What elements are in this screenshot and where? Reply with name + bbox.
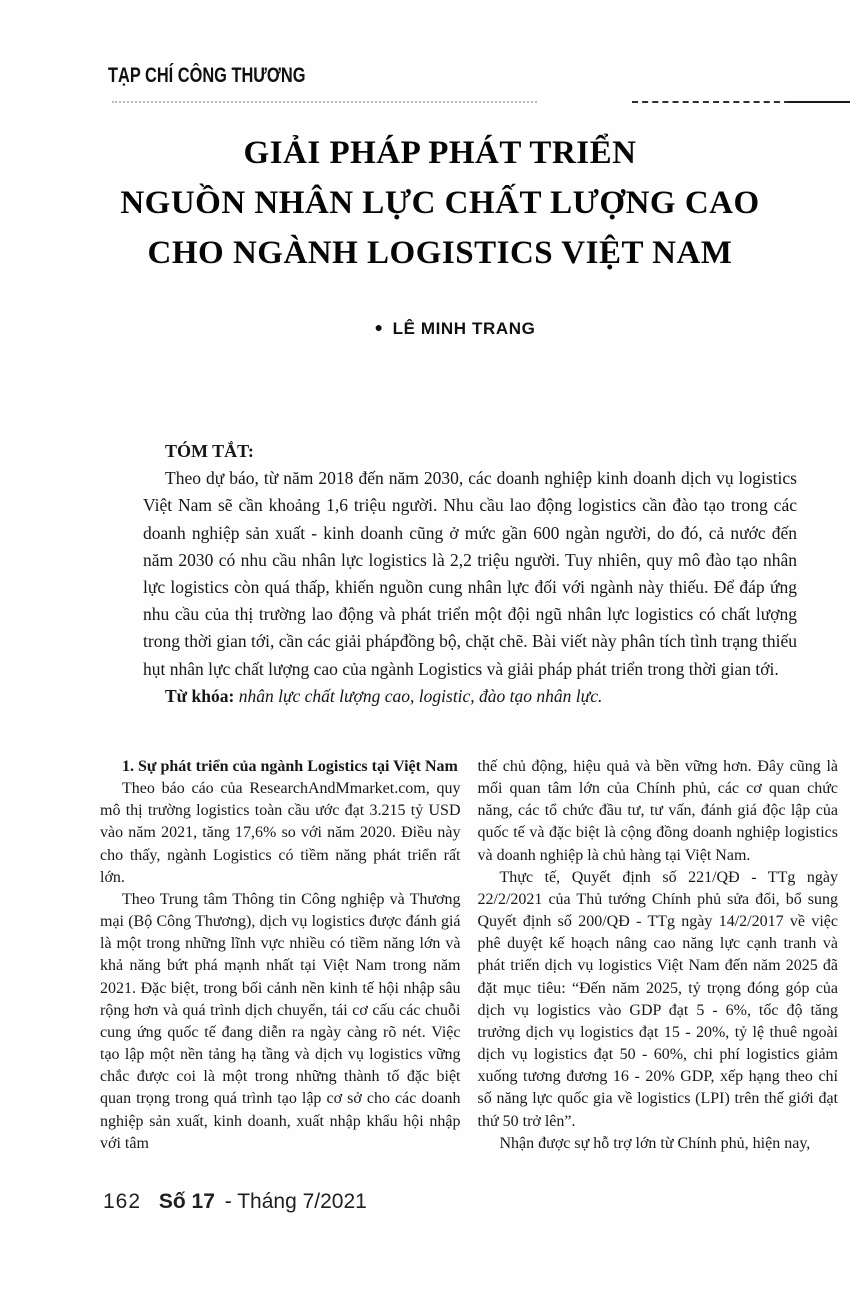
right-column xyxy=(478,756,839,1155)
header-rule-dotted-segment xyxy=(112,101,537,103)
keywords-text: nhân lực chất lượng cao, logistic, đào tạo nhân lực. xyxy=(234,685,603,706)
keywords-label: Từ khóa: xyxy=(165,685,235,706)
abstract-section xyxy=(143,438,797,710)
author-line xyxy=(0,319,861,339)
issue-date: - Tháng 7/2021 xyxy=(224,1190,367,1213)
page-footer xyxy=(103,1190,367,1214)
header-rule xyxy=(0,99,861,103)
page-number: 162 xyxy=(103,1190,142,1213)
abstract-heading: TÓM TẮT: xyxy=(165,441,254,461)
section-heading: 1. Sự phát triển của ngành Logistics tại Việt Nam xyxy=(122,758,458,775)
body-columns xyxy=(100,756,838,1155)
left-column xyxy=(100,756,461,1155)
issue-number: Số 17 xyxy=(158,1190,215,1213)
article-title xyxy=(70,128,810,278)
keywords-line xyxy=(143,683,797,710)
article-title-line-1: GIẢI PHÁP PHÁT TRIỂN xyxy=(243,135,637,171)
abstract-text: Theo dự báo, từ năm 2018 đến năm 2030, các doanh nghiệp kinh doanh dịch vụ logistics Việt Nam sẽ cần khoảng 1,6 triệu người. Nhu cầu lao động logistics cần đào tạo trong các doanh nghiệp sản xuất - kinh doanh cũng ở mức gần 600 ngàn người, do đó, cả nước đến năm 2030 có nhu cầu nhân lực logistics là 2,2 triệu người. Tuy nhiên, quy mô đào tạo nhân lực logistics còn quá thấp, khiến nguồn cung nhân lực đối với ngành này thiếu. Để đáp ứng nhu cầu của thị trường lao động và phát triển một đội ngũ nhân lực logistics có chất lượng trong thời gian tới, cần các giải phápđồng bộ, chặt chẽ. Bài viết này phân tích tình trạng thiếu hụt nhân lực chất lượng cao của ngành Logistics và giải pháp phát triển trong thời gian tới. xyxy=(143,468,797,679)
right-column-paragraph-2: Thực tế, Quyết định số 221/QĐ - TTg ngày 22/2/2021 của Thủ tướng Chính phủ sửa đổi, bổ sung Quyết định số 200/QĐ - TTg ngày 14/2/2017 về việc phê duyệt kế hoạch nâng cao năng lực cạnh tranh và phát triển dịch vụ logistics Việt Nam đến năm 2025 đã đặt mục tiêu: “Đến năm 2025, tỷ trọng đóng góp của dịch vụ logistics vào GDP đạt 5 - 6%, tốc độ tăng trưởng dịch vụ logistics đạt 15 - 20%, tỷ lệ thuê ngoài dịch vụ logistics đạt 50 - 60%, chi phí logistics giảm xuống tương đương 16 - 20% GDP, xếp hạng theo chỉ số năng lực quốc gia về logistics (LPI) trên thế giới đạt thứ 50 trở lên”. xyxy=(477,868,838,1130)
journal-name: TẠP CHÍ CÔNG THƯƠNG xyxy=(108,64,306,87)
header-rule-dashed-segment xyxy=(632,101,790,103)
header-rule-solid-segment xyxy=(788,101,850,103)
article-title-line-2: NGUỒN NHÂN LỰC CHẤT LƯỢNG CAO xyxy=(120,185,760,221)
right-column-paragraph-1: thế chủ động, hiệu quả và bền vững hơn. Đây cũng là mối quan tâm lớn của Chính phủ, các cơ quan chức năng, các tổ chức đầu tư, tư vấn, đánh giá độc lập của quốc tế và đặc biệt là cộng đồng doanh nghiệp logistics và doanh nghiệp là chủ hàng tại Việt Nam. xyxy=(477,758,838,864)
author-bullet-icon: ● xyxy=(374,319,384,335)
left-column-paragraph-2: Theo Trung tâm Thông tin Công nghiệp và Thương mại (Bộ Công Thương), dịch vụ logistics được đánh giá là một trong những lĩnh vực nhiều có tiềm năng lớn và khả năng bứt phá mạnh nhất tại Việt Nam trong năm 2021. Đặc biệt, trong bối cảnh nền kinh tế hội nhập sâu rộng hơn và quá trình dịch chuyển, tái cơ cấu các chuỗi cung ứng quốc tế đang diễn ra ngày càng rõ nét. Việc tạo lập một nền tảng hạ tầng và dịch vụ logistics vững chắc được coi là một trong những thành tố đặc biệt quan trọng trong quá trình tạo lập cơ sở cho các doanh nghiệp sản xuất, kinh doanh, xuất nhập khẩu hội nhập với tâm xyxy=(100,890,461,1152)
right-column-paragraph-3: Nhận được sự hỗ trợ lớn từ Chính phủ, hiện nay, xyxy=(499,1134,811,1152)
author-name: LÊ MINH TRANG xyxy=(392,319,536,338)
article-title-line-3: CHO NGÀNH LOGISTICS VIỆT NAM xyxy=(147,235,733,271)
left-column-paragraph-1: Theo báo cáo của ResearchAndMmarket.com, quy mô thị trường logistics toàn cầu ước đạt 3.215 tỷ USD vào năm 2021, tăng 17,6% so với năm 2020. Điều này cho thấy, ngành Logistics có tiềm năng phát triển rất lớn. xyxy=(100,780,461,886)
